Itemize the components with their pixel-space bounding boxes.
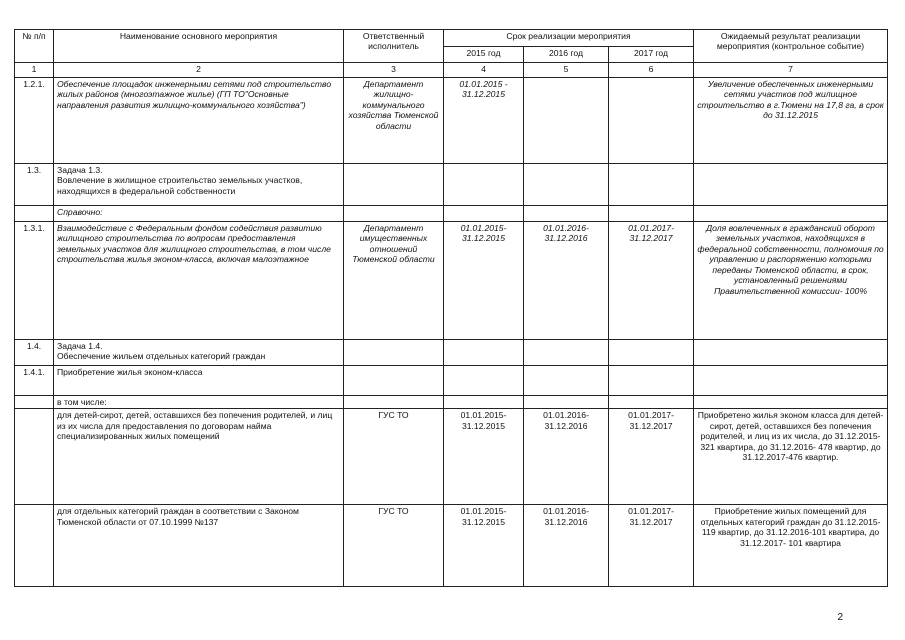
task-title: Задача 1.3. [57,165,103,175]
page-number: 2 [837,612,843,623]
expected-result: Приобретено жилья эконом класса для детей-сирот, детей, оставшихся без попечения родителей, и лиц из их числа, до 31.12.2015- 321 квартира, до 31.12.2016- 478 квартир, до 31.12.2017-476 квартир. [694,409,888,505]
period-2015: 01.01.2015-31.12.2015 [444,409,524,505]
period-2015: 01.01.2015-31.12.2015 [444,222,524,340]
period-2015: 01.01.2015 - 31.12.2015 [444,78,524,164]
expected-result: Увеличение обеспеченных инженерными сетями участков под жилищное строительство в г.Тюмени на 17,8 га, в срок до 31.12.2015 [694,78,888,164]
activities-table [14,29,888,587]
executor: Департамент имущественных отношений Тюменской области [344,222,444,340]
row-number: 1.4. [15,340,54,366]
column-number: 6 [609,63,694,78]
including-label: в том числе: [54,396,344,409]
table-row [15,206,888,222]
table-row [15,366,888,396]
period-2015: 01.01.2015-31.12.2015 [444,505,524,587]
column-number: 4 [444,63,524,78]
header-result: Ожидаемый результат реализации мероприятия (контрольное событие) [694,30,888,63]
header-name: Наименование основного мероприятия [54,30,344,63]
executor: ГУС ТО [344,505,444,587]
period-2017: 01.01.2017-31.12.2017 [609,222,694,340]
expected-result: Доля вовлеченных в гражданский оборот земельных участков, находящихся в федеральной собственности, полномочия по управлению и распоряжению которыми переданы Тюменской области, в срок, установленный решениями Правительственной комиссии- 100% [694,222,888,340]
header-num: № п/п [15,30,54,63]
reference-label: Справочно: [54,206,344,222]
row-number: 1.3. [15,164,54,206]
header-year-2017: 2017 год [609,47,694,63]
table-row [15,164,888,206]
header-row [15,30,888,47]
column-number: 1 [15,63,54,78]
period-2017: 01.01.2017-31.12.2017 [609,505,694,587]
period-2016: 01.01.2016-31.12.2016 [524,409,609,505]
header-period: Срок реализации мероприятия [444,30,694,47]
table-row [15,340,888,366]
task-name: Вовлечение в жилищное строительство земельных участков, находящихся в федеральной собственности [57,175,303,196]
executor: Департамент жилищно-коммунального хозяйства Тюменской области [344,78,444,164]
column-number: 2 [54,63,344,78]
activity-name: для детей-сирот, детей, оставшихся без попечения родителей, и лиц из их числа для предоставления по договорам найма специализированных жилых помещений [54,409,344,505]
period-2016 [524,78,609,164]
task-title: Задача 1.4. [57,341,103,351]
header-year-2015: 2015 год [444,47,524,63]
period-2017 [609,78,694,164]
period-2016: 01.01.2016-31.12.2016 [524,222,609,340]
activity-name: Взаимодействие с Федеральным фондом содействия развитию жилищного строительства по вопросам предоставления земельных участков для жилищного строительства, в том числе строительства жилья эконом-класса, включая малоэтажное [54,222,344,340]
table-row [15,78,888,164]
task-cell [54,340,344,366]
row-number: 1.2.1. [15,78,54,164]
header-executor: Ответственный исполнитель [344,30,444,63]
header-year-2016: 2016 год [524,47,609,63]
executor: ГУС ТО [344,409,444,505]
expected-result: Приобретение жилых помещений для отдельных категорий граждан до 31.12.2015- 119 квартир, до 31.12.2016-101 квартира, до 31.12.2017- 101 квартира [694,505,888,587]
activity-name: для отдельных категорий граждан в соответствии с Законом Тюменской области от 07.10.1999 №137 [54,505,344,587]
column-number: 3 [344,63,444,78]
column-number: 7 [694,63,888,78]
column-numbers-row [15,63,888,78]
column-number: 5 [524,63,609,78]
table-row [15,505,888,587]
row-number: 1.3.1. [15,222,54,340]
task-name: Обеспечение жильем отдельных категорий граждан [57,351,266,362]
table-row [15,409,888,505]
task-cell [54,164,344,206]
activity-name: Приобретение жилья эконом-класса [54,366,344,396]
table-row [15,222,888,340]
period-2016: 01.01.2016-31.12.2016 [524,505,609,587]
period-2017: 01.01.2017-31.12.2017 [609,409,694,505]
row-number: 1.4.1. [15,366,54,396]
activity-name: Обеспечение площадок инженерными сетями под строительство жилых районов (многоэтажное жилье) (ГП ТО"Основные направления развития жилищно-коммунального хозяйства") [54,78,344,164]
table-row [15,396,888,409]
